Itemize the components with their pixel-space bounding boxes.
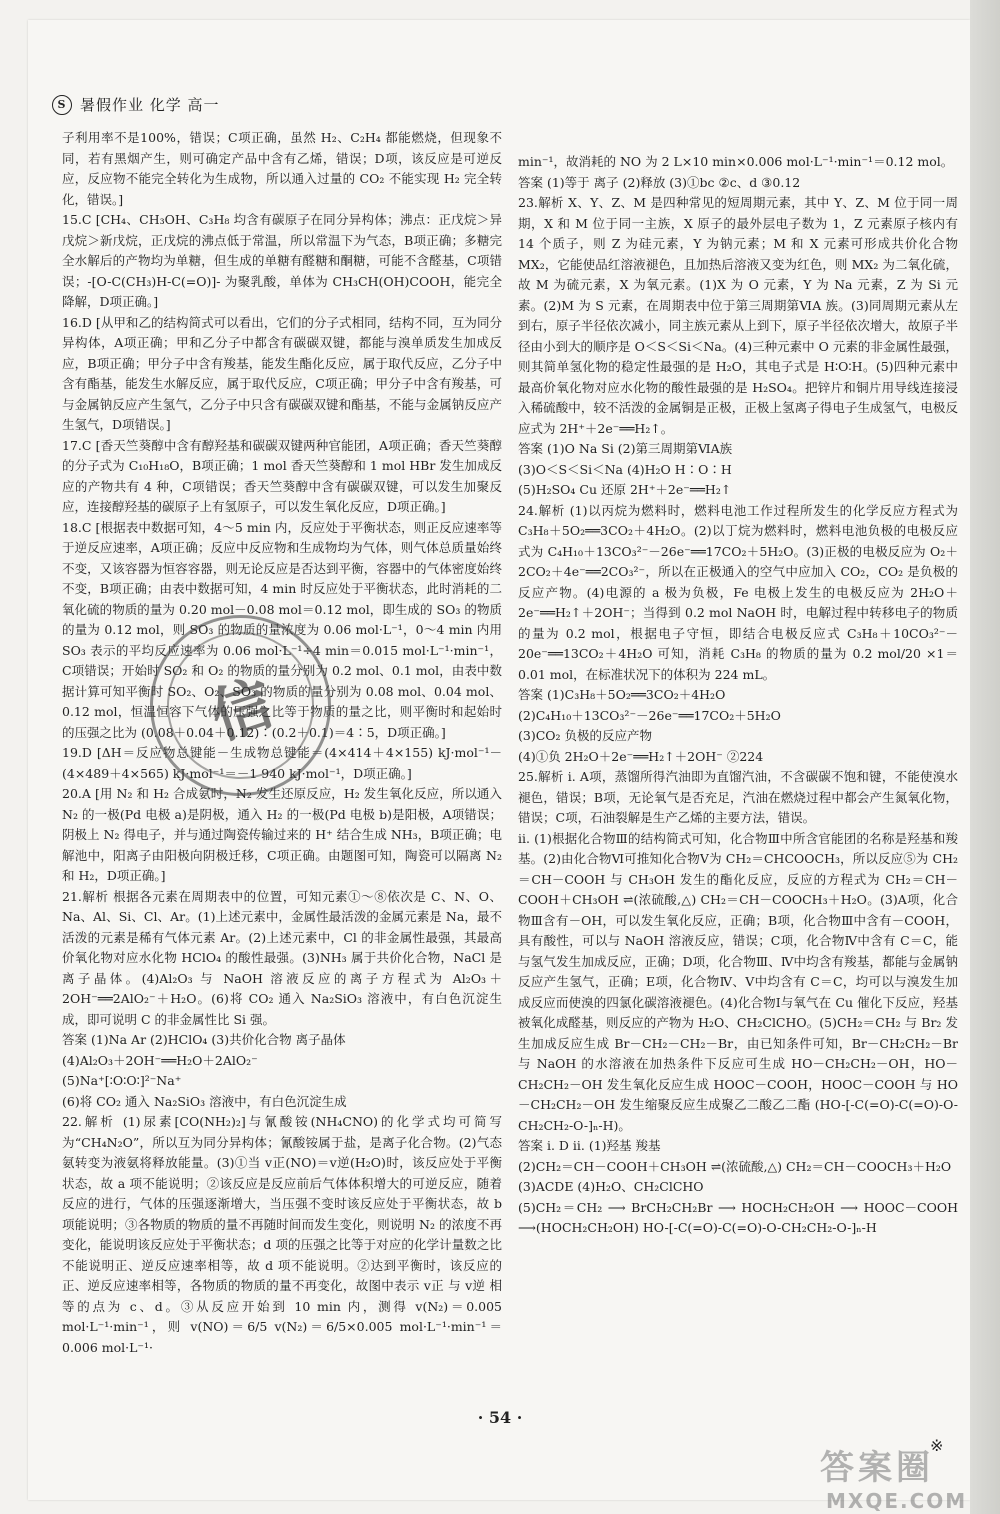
- answer-line: 答案 (1)C₃H₈＋5O₂══3CO₂＋4H₂O: [518, 687, 726, 702]
- paragraph: 25.解析 i. A项，蒸馏所得汽油即为直馏汽油，不含碳碳不饱和键，不能使溴水褪色，错误；B项，无论氧气是否充足，汽油在燃烧过程中都会产生氮氧化物，错误；C项，石油裂解是生产乙烯的主要方法，错误。: [518, 769, 958, 825]
- paragraph: min⁻¹，故消耗的 NO 为 2 L×10 min×0.006 mol·L⁻¹·min⁻¹＝0.12 mol。: [518, 154, 954, 169]
- paragraph: 19.D [ΔH＝反应物总键能－生成物总键能＝(4×414＋4×155) kJ·mol⁻¹－(4×489＋4×565) kJ·mol⁻¹＝－1 940 kJ·mol⁻¹，D项正确。]: [62, 745, 502, 781]
- answer-line: (5)Na⁺[∶O∶O∶]²⁻Na⁺: [62, 1073, 182, 1088]
- answer-line: (3)O＜S＜Si＜Na (4)H₂O H∶O∶H: [518, 461, 732, 477]
- answer-line: 答案 (1)等于 离子 (2)释放 (3)①bc ②c、d ③0.12: [518, 174, 801, 190]
- s-badge-icon: S: [52, 95, 72, 115]
- watermark-url: MXQE.COM: [826, 1489, 968, 1513]
- answer-line: (5)H₂SO₄ Cu 还原 2H⁺＋2e⁻══H₂↑: [518, 482, 732, 497]
- answer-line: 答案 i. D ii. (1)羟基 羧基: [518, 1138, 661, 1153]
- answer-line: 答案 (1)O Na Si (2)第三周期第ⅥA族: [518, 441, 733, 456]
- paragraph: 17.C [香天竺葵醇中含有醇羟基和碳碳双键两种官能团，A项正确；香天竺葵醇的分子式为 C₁₀H₁₈O，B项正确；1 mol 香天竺葵醇和 1 mol HBr 发生加成反应的产物共有 4 种，C项错误；香天竺葵醇中含有碳碳双键，可以发生加聚反应，连接醇羟基的碳原子上有氢原子，可以发生氧化反应，D项正确。]: [62, 437, 502, 514]
- answer-line: (4)①负 2H₂O＋2e⁻══H₂↑＋2OH⁻ ②224: [518, 748, 764, 764]
- answer-line: (5)CH₂＝CH₂ ⟶ BrCH₂CH₂Br ⟶ HOCH₂CH₂OH ⟶ HOOC－COOH ⟶(HOCH₂CH₂OH) HO-[-C(=O)-C(=O)-O-CH₂CH₂-O-]ₙ-H: [518, 1199, 958, 1235]
- footer-mark: ※: [930, 1436, 944, 1455]
- header-title: 暑假作业 化学 高一: [80, 96, 220, 114]
- answer-line: (4)Al₂O₃＋2OH⁻══H₂O＋2AlO₂⁻: [62, 1052, 258, 1068]
- answer-line: (3)ACDE (4)H₂O、CH₂ClCHO: [518, 1179, 704, 1194]
- paragraph: 15.C [CH₄、CH₃OH、C₃H₈ 均含有碳原子在同分异构体；沸点：正戊烷＞异戊烷＞新戊烷，正戊烷的沸点低于常温，所以常温下为气态，B项正确；多糖完全水解后的产物均为单糖，但生成的单糖有醛糖和酮糖，可能不含醛基，C项错误；-[O-C(CH₃)H-C(=O)]- 为聚乳酸，单体为 CH₃CH(OH)COOH，能完全降解，D项正确。]: [62, 212, 502, 309]
- paragraph: 24.解析 (1)以丙烷为燃料时，燃料电池工作过程所发生的化学反应方程式为 C₃H₈＋5O₂══3CO₂＋4H₂O。(2)以丁烷为燃料时，燃料电池负极的电极反应式为 C₄H₁₀＋13CO₃²⁻－26e⁻══17CO₂＋5H₂O。(3)正极的电极反应为 O₂＋2CO₂＋4e⁻══2CO₃²⁻，所以在正极通入的空气中应加入 CO₂，CO₂ 是负极的反应产物。(4)电源的 a 极为负极，Fe 电极上发生的电极反应为 2H₂O＋2e⁻══H₂↑＋2OH⁻；当得到 0.2 mol NaOH 时，电解过程中转移电子的物质的量为 0.2 mol，根据电子守恒，即结合电极反应式 C₃H₈＋10CO₃²⁻－20e⁻══13CO₂＋4H₂O 可知，消耗 C₃H₈ 的物质的量为 0.2 mol/20 ×1＝0.01 mol，在标准状况下的体积为 224 mL。: [518, 502, 958, 682]
- header: [52, 94, 220, 115]
- right-column: [518, 152, 958, 1239]
- answer-line: (3)CO₂ 负极的反应产物: [518, 728, 653, 743]
- answer-line: 答案 (1)Na Ar (2)HClO₄ (3)共价化合物 离子晶体: [62, 1032, 346, 1047]
- page-edge: [970, 0, 1000, 1514]
- paragraph: 21.解析 根据各元素在周期表中的位置，可知元素①～⑧依次是 C、N、O、Na、Al、Si、Cl、Ar。(1)上述元素中，金属性最活泼的金属元素是 Na，最不活泼的元素是稀有气体元素 Ar。(2)上述元素中，Cl 的非金属性最强，其最高价氧化物对应水化物 HClO₄ 的酸性最强。(3)NH₃ 属于共价化合物，NaCl 是离子晶体。(4)Al₂O₃ 与 NaOH 溶液反应的离子方程式为 Al₂O₃＋2OH⁻══2AlO₂⁻＋H₂O。(6)将 CO₂ 通入 Na₂SiO₃ 溶液中，有白色沉淀生成，即可说明 C 的非金属性比 Si 强。: [62, 888, 502, 1027]
- paragraph: ii. (1)根据化合物Ⅲ的结构简式可知，化合物Ⅲ中所含官能团的名称是羟基和羧基。(2)由化合物Ⅵ可推知化合物Ⅴ为 CH₂＝CHCOOCH₃，所以反应⑤为 CH₂＝CH－COOH 与 CH₃OH 发生的酯化反应，反应的方程式为 CH₂＝CH－COOH＋CH₃OH ⇌(浓硫酸,△) CH₂＝CH－COOCH₃＋H₂O。(3)A项，化合物Ⅲ含有－OH，可以发生氧化反应，正确；B项，化合物Ⅲ中含有－COOH，具有酸性，可以与 NaOH 溶液反应，错误；C项，化合物Ⅳ中含有 C＝C，能与氢气发生加成反应，正确；D项，化合物Ⅲ、Ⅳ中均含有羧基，都能与金属钠反应产生氢气，正确；E项，化合物Ⅳ、Ⅴ中均含有 C＝C，均可以与溴发生加成反应而使溴的四氯化碳溶液褪色。(4)化合物Ⅰ与氧气在 Cu 催化下反应，羟基被氧化成醛基，则反应的产物为 H₂O、CH₂ClCHO。(5)CH₂＝CH₂ 与 Br₂ 发生加成反应生成 Br－CH₂－CH₂－Br，由已知条件可知，Br－CH₂CH₂－Br 与 NaOH 的水溶液在加热条件下反应可生成 HO－CH₂CH₂－OH，HO－CH₂CH₂－OH 发生氧化反应生成 HOOC－COOH，HOOC－COOH 与 HO－CH₂CH₂－OH 发生缩聚反应生成聚乙二酸乙二酯 (HO-[-C(=O)-C(=O)-O-CH₂CH₂-O-]ₙ-H)。: [518, 830, 958, 1133]
- paragraph: 20.A [用 N₂ 和 H₂ 合成氨时，N₂ 发生还原反应，H₂ 发生氧化反应，所以通入 N₂ 的一极(Pd 电极 a)是阴极，通入 H₂ 的一极(Pd 电极 b)是阳极，A项错误；阴极上 N₂ 得电子，并与通过陶瓷传输过来的 H⁺ 结合生成 NH₃，B项正确；电解池中，阳离子由阳极向阴极迁移，C项正确。由题图可知，陶瓷可以隔离 N₂ 和 H₂，D项正确。]: [62, 786, 502, 883]
- answer-line: (6)将 CO₂ 通入 Na₂SiO₃ 溶液中，有白色沉淀生成: [62, 1093, 347, 1109]
- paragraph: 16.D [从甲和乙的结构简式可以看出，它们的分子式相同，结构不同，互为同分异构体，A项正确；甲和乙分子中都含有碳碳双键，都能与溴单质发生加成反应，B项正确；甲分子中含有羧基，能发生酯化反应，属于取代反应，乙分子中含有酯基，能发生水解反应，属于取代反应，C项正确；甲分子中含有羧基，可与金属钠反应产生氢气，乙分子中只含有碳碳双键和酯基，不能与金属钠反应产生氢气，D项错误。]: [62, 314, 502, 432]
- watermark: [820, 1440, 1000, 1513]
- paragraph: 18.C [根据表中数据可知，4～5 min 内，反应处于平衡状态，则正反应速率等于逆反应速率，A项正确；反应中反应物和生成物均为气体，则气体总质量始终不变，又该容器为恒容容器，则无论反应是否达到平衡，容器中的气体密度始终不变，B项正确；由表中数据可知，4 min 时反应处于平衡状态，此时消耗的二氧化硫的物质的量为 0.20 mol－0.08 mol＝0.12 mol，即生成的 SO₃ 的物质的量为 0.12 mol，则 SO₃ 的物质的量浓度为 0.06 mol·L⁻¹，0～4 min 内用 SO₃ 表示的平均反应速率为 0.06 mol·L⁻¹÷4 min＝0.015 mol·L⁻¹·min⁻¹，C项错误；开始时 SO₂ 和 O₂ 的物质的量分别为 0.2 mol、0.1 mol，由表中数据计算可知平衡时 SO₂、O₂、SO₃ 的物质的量分别为 0.08 mol、0.04 mol、0.12 mol，恒温恒容下气体的压强之比等于物质的量之比，则平衡时和起始时的压强之比为 (0.08＋0.04＋0.12)∶(0.2＋0.1)＝4∶5，D项正确。]: [62, 519, 502, 740]
- answer-line: (2)CH₂＝CH－COOH＋CH₃OH ⇌(浓硫酸,△) CH₂＝CH－COOCH₃＋H₂O: [518, 1158, 952, 1174]
- paragraph: 22.解析 (1)尿素[CO(NH₂)₂]与氰酸铵(NH₄CNO)的化学式均可简写为“CH₄N₂O”，所以互为同分异构体；氰酸铵属于盐，是离子化合物。(2)气态氨转变为液氨将释放能量。(3)①当 v正(NO)＝v逆(H₂O)时，该反应处于平衡状态，故 a 项不能说明；②该反应是反应前后气体体积增大的可逆反应，随着反应的进行，气体的压强逐渐增大，当压强不变时该反应处于平衡状态，故 b 项能说明；③各物质的物质的量不再随时间而发生变化，则说明 N₂ 的浓度不再变化，能说明该反应处于平衡状态；d 项的压强之比等于对应的化学计量数之比不能说明正、逆反应速率相等，故 d 项不能说明。②达到平衡时，该反应的正、逆反应速率相等，各物质的物质的量不再变化，故图中表示 v正 与 v逆 相等的点为 c、d。③从反应开始到 10 min 内，测得 v(N₂)＝0.005 mol·L⁻¹·min⁻¹，则 v(NO)＝6/5 v(N₂)＝6/5×0.005 mol·L⁻¹·min⁻¹＝0.006 mol·L⁻¹·: [62, 1114, 502, 1355]
- watermark-logo: 答案圈: [820, 1448, 934, 1488]
- paragraph: 23.解析 X、Y、Z、M 是四种常见的短周期元素，其中 Y、Z、M 位于同一周期，X 和 M 位于同一主族，X 原子的最外层电子数为 1，Z 元素原子核内有 14 个质子，则 Z 为硅元素，Y 为钠元素；M 和 X 元素可形成共价化合物 MX₂，它能使品红溶液褪色，且加热后溶液又变为红色，则 MX₂ 为二氧化硫，故 M 为硫元素，X 为氧元素。(1)X 为 O 元素，Y 为 Na 元素，Z 为 Si 元素。(2)M 为 S 元素，在周期表中位于第三周期第ⅥA 族。(3)同周期元素从左到右，原子半径依次减小，同主族元素从上到下，原子半径依次增大，故原子半径由小到大的顺序是 O＜S＜Si＜Na。(4)三种元素中 O 元素的非金属性最强，则其简单氢化物的稳定性最强的是 H₂O，其电子式是 H∶O∶H。(5)四种元素中最高价氧化物对应水化物的酸性最强的是 H₂SO₄。把锌片和铜片用导线连接浸入稀硫酸中，较不活泼的金属铜是正极，正极上氢离子得电子生成氢气，电极反应式为 2H⁺＋2e⁻══H₂↑。: [518, 195, 958, 436]
- paragraph: 子利用率不是100%，错误；C项正确，虽然 H₂、C₂H₄ 都能燃烧，但现象不同，若有黑烟产生，则可确定产品中含有乙烯，错误；D项，该反应是可逆反应，反应物不能完全转化为生成物，所以通入过量的 CO₂ 不能实现 H₂ 完全转化，错误。]: [62, 130, 502, 207]
- stamp-text: 信: [202, 667, 282, 753]
- answer-line: (2)C₄H₁₀＋13CO₃²⁻－26e⁻══17CO₂＋5H₂O: [518, 707, 781, 723]
- page-number: · 54 ·: [477, 1408, 523, 1427]
